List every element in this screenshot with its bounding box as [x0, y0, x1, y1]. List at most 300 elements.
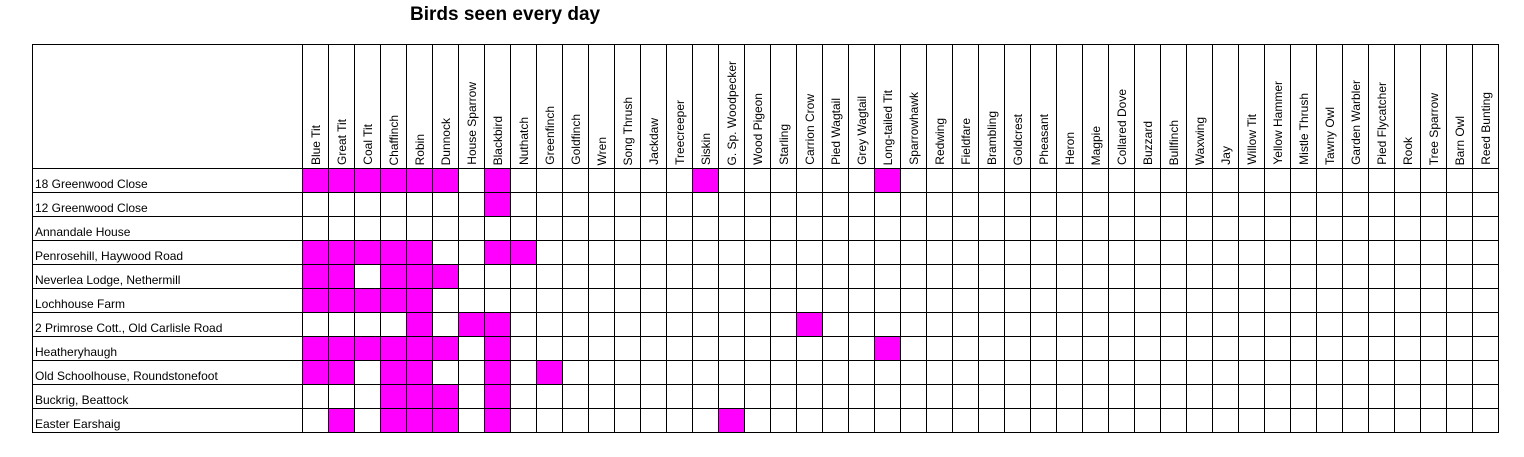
sighting-cell-empty	[823, 217, 849, 241]
column-header-label: Garden Warbler	[1348, 80, 1363, 165]
column-header	[433, 45, 459, 169]
sighting-cell-empty	[927, 241, 953, 265]
sighting-cell-empty	[1239, 313, 1265, 337]
sighting-cell-empty	[589, 409, 615, 433]
sighting-cell-empty	[1213, 169, 1239, 193]
sighting-cell-seen	[433, 385, 459, 409]
column-header	[927, 45, 953, 169]
sighting-cell-empty	[849, 361, 875, 385]
sighting-cell-empty	[1239, 241, 1265, 265]
sighting-cell-empty	[875, 241, 901, 265]
sighting-cell-empty	[1447, 169, 1473, 193]
sighting-cell-empty	[1473, 289, 1499, 313]
sighting-cell-empty	[901, 313, 927, 337]
column-header	[641, 45, 667, 169]
sighting-cell-empty	[979, 265, 1005, 289]
sighting-cell-empty	[667, 193, 693, 217]
column-header	[1343, 45, 1369, 169]
sighting-cell-empty	[1161, 169, 1187, 193]
column-header-label: Willow Tit	[1244, 114, 1259, 165]
sighting-cell-empty	[641, 361, 667, 385]
sighting-cell-empty	[537, 385, 563, 409]
sighting-cell-empty	[1057, 217, 1083, 241]
sighting-cell-empty	[823, 409, 849, 433]
sighting-cell-empty	[979, 193, 1005, 217]
sighting-cell-empty	[979, 169, 1005, 193]
sighting-cell-empty	[1265, 265, 1291, 289]
sighting-cell-empty	[459, 217, 485, 241]
sighting-cell-empty	[1447, 193, 1473, 217]
column-header	[693, 45, 719, 169]
sighting-cell-seen	[329, 409, 355, 433]
sighting-cell-empty	[1083, 289, 1109, 313]
sighting-cell-empty	[355, 265, 381, 289]
sighting-cell-empty	[901, 217, 927, 241]
sighting-cell-empty	[771, 361, 797, 385]
sighting-cell-seen	[407, 409, 433, 433]
sighting-cell-seen	[381, 409, 407, 433]
column-header-label: Magpie	[1088, 125, 1103, 165]
sighting-cell-empty	[875, 313, 901, 337]
sighting-cell-empty	[719, 217, 745, 241]
sighting-cell-empty	[1109, 289, 1135, 313]
sighting-cell-empty	[1239, 337, 1265, 361]
sighting-cell-empty	[693, 385, 719, 409]
sighting-cell-empty	[615, 289, 641, 313]
sighting-cell-empty	[407, 217, 433, 241]
sighting-cell-empty	[1421, 289, 1447, 313]
column-header-label: G. Sp. Woodpecker	[724, 60, 739, 165]
sighting-cell-empty	[1213, 409, 1239, 433]
sighting-cell-empty	[1109, 169, 1135, 193]
sighting-cell-empty	[667, 241, 693, 265]
column-header	[459, 45, 485, 169]
sighting-cell-seen	[355, 337, 381, 361]
sighting-cell-empty	[1213, 265, 1239, 289]
sighting-cell-empty	[745, 265, 771, 289]
sighting-cell-empty	[1421, 385, 1447, 409]
sighting-cell-empty	[1473, 361, 1499, 385]
sighting-cell-empty	[459, 265, 485, 289]
column-header-label: Mistle Thrush	[1296, 93, 1311, 165]
sighting-cell-empty	[641, 337, 667, 361]
column-header	[1083, 45, 1109, 169]
column-header-label: Song Thrush	[620, 96, 635, 165]
sighting-cell-seen	[407, 361, 433, 385]
sighting-cell-empty	[901, 337, 927, 361]
sighting-cell-seen	[381, 289, 407, 313]
column-header	[407, 45, 433, 169]
sighting-cell-empty	[693, 289, 719, 313]
column-header	[875, 45, 901, 169]
sighting-cell-empty	[823, 169, 849, 193]
sighting-cell-seen	[407, 385, 433, 409]
sighting-cell-empty	[1369, 169, 1395, 193]
column-header-label: Pheasant	[1036, 114, 1051, 165]
sighting-cell-empty	[1421, 193, 1447, 217]
row-label: Penrosehill, Haywood Road	[33, 241, 303, 265]
sighting-cell-empty	[1291, 241, 1317, 265]
column-header	[1031, 45, 1057, 169]
sighting-cell-empty	[1135, 265, 1161, 289]
sighting-cell-empty	[797, 289, 823, 313]
sighting-cell-empty	[1369, 193, 1395, 217]
sighting-cell-empty	[355, 217, 381, 241]
column-header	[823, 45, 849, 169]
sighting-cell-empty	[1317, 217, 1343, 241]
sighting-cell-empty	[823, 241, 849, 265]
sighting-cell-empty	[1135, 169, 1161, 193]
sighting-cell-seen	[303, 169, 329, 193]
sighting-cell-empty	[849, 169, 875, 193]
sighting-cell-seen	[407, 169, 433, 193]
sighting-cell-seen	[485, 409, 511, 433]
column-header	[1135, 45, 1161, 169]
sighting-cell-empty	[1083, 217, 1109, 241]
sighting-cell-empty	[1109, 217, 1135, 241]
sighting-cell-empty	[1005, 337, 1031, 361]
column-header	[1161, 45, 1187, 169]
column-header	[537, 45, 563, 169]
sighting-cell-empty	[1239, 289, 1265, 313]
sighting-cell-empty	[901, 361, 927, 385]
sighting-cell-empty	[303, 385, 329, 409]
sighting-cell-empty	[797, 241, 823, 265]
sighting-cell-seen	[303, 241, 329, 265]
sighting-cell-empty	[563, 361, 589, 385]
sighting-cell-empty	[641, 193, 667, 217]
sighting-cell-empty	[875, 217, 901, 241]
sighting-cell-empty	[1369, 241, 1395, 265]
sighting-cell-empty	[1265, 289, 1291, 313]
sighting-cell-empty	[1031, 217, 1057, 241]
sighting-cell-empty	[979, 337, 1005, 361]
sighting-cell-seen	[407, 313, 433, 337]
sighting-cell-empty	[797, 337, 823, 361]
sighting-cell-empty	[1187, 289, 1213, 313]
sighting-cell-empty	[771, 385, 797, 409]
sighting-cell-empty	[797, 385, 823, 409]
column-header-label: Greenfinch	[542, 106, 557, 165]
sighting-cell-empty	[563, 313, 589, 337]
sighting-cell-empty	[1343, 217, 1369, 241]
row-label: Annandale House	[33, 217, 303, 241]
sighting-cell-empty	[511, 217, 537, 241]
sighting-cell-empty	[1343, 169, 1369, 193]
sighting-cell-empty	[745, 409, 771, 433]
sighting-cell-seen	[797, 313, 823, 337]
sighting-cell-empty	[953, 409, 979, 433]
sighting-cell-seen	[693, 169, 719, 193]
sighting-cell-empty	[745, 385, 771, 409]
sighting-cell-empty	[1031, 337, 1057, 361]
column-header-label: Robin	[412, 133, 427, 165]
column-header-label: Tree Sparrow	[1426, 92, 1441, 165]
sighting-cell-empty	[537, 193, 563, 217]
sighting-cell-empty	[537, 409, 563, 433]
sighting-cell-seen	[381, 265, 407, 289]
sighting-cell-seen	[433, 409, 459, 433]
sighting-cell-empty	[459, 361, 485, 385]
sighting-cell-seen	[303, 337, 329, 361]
sighting-cell-seen	[381, 337, 407, 361]
sighting-cell-empty	[1291, 313, 1317, 337]
column-header-label: Wren	[594, 136, 609, 165]
sighting-cell-empty	[927, 169, 953, 193]
sighting-cell-empty	[1057, 289, 1083, 313]
sighting-cell-empty	[563, 385, 589, 409]
sighting-cell-empty	[953, 337, 979, 361]
column-header-label: Rook	[1400, 136, 1415, 165]
sighting-cell-empty	[875, 193, 901, 217]
sighting-cell-empty	[1083, 361, 1109, 385]
sighting-cell-seen	[537, 361, 563, 385]
column-header	[1447, 45, 1473, 169]
sighting-cell-empty	[1343, 265, 1369, 289]
sighting-cell-empty	[875, 289, 901, 313]
sighting-cell-empty	[771, 241, 797, 265]
row-label: Lochhouse Farm	[33, 289, 303, 313]
sighting-cell-empty	[589, 241, 615, 265]
sighting-cell-empty	[1369, 217, 1395, 241]
column-header	[1473, 45, 1499, 169]
sighting-cell-empty	[667, 313, 693, 337]
sighting-cell-empty	[1421, 265, 1447, 289]
sighting-cell-empty	[641, 409, 667, 433]
sighting-cell-seen	[381, 361, 407, 385]
row-label: Easter Earshaig	[33, 409, 303, 433]
column-header-label: Goldcrest	[1010, 113, 1025, 165]
sighting-cell-empty	[1187, 409, 1213, 433]
sighting-cell-empty	[1291, 361, 1317, 385]
sighting-cell-empty	[1161, 409, 1187, 433]
sighting-cell-empty	[797, 193, 823, 217]
sighting-cell-empty	[1109, 193, 1135, 217]
sighting-cell-empty	[1265, 313, 1291, 337]
sighting-cell-empty	[1031, 409, 1057, 433]
sighting-cell-empty	[1083, 193, 1109, 217]
sighting-cell-empty	[1005, 217, 1031, 241]
sighting-cell-empty	[1057, 361, 1083, 385]
sighting-cell-empty	[355, 313, 381, 337]
sighting-cell-empty	[667, 169, 693, 193]
table-row	[33, 313, 1499, 337]
sighting-cell-empty	[1083, 241, 1109, 265]
sighting-cell-empty	[1135, 361, 1161, 385]
sighting-cell-empty	[1421, 361, 1447, 385]
sighting-cell-empty	[1239, 265, 1265, 289]
sighting-cell-empty	[641, 385, 667, 409]
sighting-cell-empty	[693, 337, 719, 361]
sighting-cell-empty	[1005, 265, 1031, 289]
sighting-cell-empty	[1057, 313, 1083, 337]
sighting-cell-empty	[1187, 337, 1213, 361]
sighting-cell-empty	[615, 385, 641, 409]
sighting-cell-seen	[433, 265, 459, 289]
sighting-cell-empty	[797, 265, 823, 289]
column-header-label: Pied Wagtail	[828, 98, 843, 165]
sighting-cell-seen	[329, 265, 355, 289]
sighting-cell-empty	[927, 361, 953, 385]
sighting-cell-empty	[1317, 385, 1343, 409]
sighting-cell-empty	[771, 265, 797, 289]
column-header-label: House Sparrow	[464, 82, 479, 165]
sighting-cell-empty	[485, 289, 511, 313]
sighting-cell-empty	[381, 313, 407, 337]
sighting-cell-empty	[1057, 409, 1083, 433]
sighting-cell-empty	[1291, 385, 1317, 409]
column-header	[901, 45, 927, 169]
column-header-label: Yellow Hammer	[1270, 81, 1285, 165]
sighting-cell-empty	[1135, 289, 1161, 313]
sighting-cell-empty	[849, 409, 875, 433]
column-header	[589, 45, 615, 169]
column-header	[1369, 45, 1395, 169]
sighting-cell-empty	[511, 169, 537, 193]
sighting-cell-empty	[979, 409, 1005, 433]
column-header-label: Treecreeper	[672, 100, 687, 165]
sighting-cell-seen	[407, 289, 433, 313]
sighting-cell-empty	[875, 385, 901, 409]
sighting-cell-empty	[641, 217, 667, 241]
sighting-cell-empty	[693, 361, 719, 385]
sighting-cell-empty	[1395, 337, 1421, 361]
table-row	[33, 409, 1499, 433]
column-header	[1187, 45, 1213, 169]
sighting-cell-empty	[563, 409, 589, 433]
sighting-cell-seen	[511, 241, 537, 265]
sighting-cell-empty	[771, 169, 797, 193]
sighting-cell-empty	[745, 193, 771, 217]
sighting-cell-empty	[1135, 193, 1161, 217]
sighting-cell-empty	[1395, 217, 1421, 241]
sighting-cell-empty	[1447, 385, 1473, 409]
sighting-cell-empty	[563, 193, 589, 217]
sighting-cell-empty	[589, 337, 615, 361]
sighting-cell-empty	[1395, 361, 1421, 385]
sighting-cell-empty	[563, 337, 589, 361]
column-header-label: Fieldfare	[958, 118, 973, 165]
sighting-cell-empty	[1239, 193, 1265, 217]
sighting-cell-empty	[1317, 169, 1343, 193]
column-header	[1213, 45, 1239, 169]
sighting-cell-empty	[1421, 409, 1447, 433]
sighting-cell-empty	[355, 361, 381, 385]
sighting-cell-empty	[1109, 265, 1135, 289]
sighting-cell-seen	[329, 289, 355, 313]
row-label: Buckrig, Beattock	[33, 385, 303, 409]
column-header-label: Grey Wagtail	[854, 96, 869, 165]
sighting-cell-empty	[1369, 265, 1395, 289]
sighting-cell-empty	[667, 265, 693, 289]
sighting-cell-empty	[485, 217, 511, 241]
sighting-cell-empty	[1135, 313, 1161, 337]
sighting-cell-empty	[1161, 265, 1187, 289]
sighting-cell-empty	[537, 337, 563, 361]
sighting-cell-empty	[563, 241, 589, 265]
sighting-cell-empty	[1213, 193, 1239, 217]
column-header-label: Blackbird	[490, 115, 505, 165]
sighting-cell-empty	[1135, 241, 1161, 265]
sighting-cell-empty	[771, 217, 797, 241]
sighting-cell-empty	[1213, 361, 1239, 385]
sighting-cell-empty	[1395, 241, 1421, 265]
sighting-cell-empty	[537, 217, 563, 241]
sighting-cell-seen	[485, 337, 511, 361]
sighting-cell-seen	[485, 385, 511, 409]
sighting-cell-empty	[1135, 337, 1161, 361]
column-header	[485, 45, 511, 169]
sighting-cell-empty	[563, 265, 589, 289]
sighting-cell-empty	[1031, 169, 1057, 193]
row-label: Old Schoolhouse, Roundstonefoot	[33, 361, 303, 385]
sighting-cell-empty	[615, 337, 641, 361]
sighting-cell-empty	[1291, 409, 1317, 433]
sighting-cell-empty	[459, 289, 485, 313]
sighting-cell-empty	[1083, 265, 1109, 289]
sighting-cell-empty	[1291, 217, 1317, 241]
column-header	[303, 45, 329, 169]
column-header	[667, 45, 693, 169]
sighting-cell-empty	[1343, 361, 1369, 385]
sighting-cell-empty	[615, 217, 641, 241]
sighting-cell-empty	[953, 289, 979, 313]
row-label: 18 Greenwood Close	[33, 169, 303, 193]
sighting-cell-empty	[1291, 265, 1317, 289]
sighting-cell-empty	[953, 193, 979, 217]
column-header	[849, 45, 875, 169]
sighting-cell-empty	[771, 337, 797, 361]
sighting-cell-empty	[1187, 193, 1213, 217]
sighting-cell-empty	[667, 217, 693, 241]
sighting-cell-empty	[511, 265, 537, 289]
sighting-cell-empty	[1447, 409, 1473, 433]
sighting-cell-empty	[771, 409, 797, 433]
sighting-cell-empty	[589, 217, 615, 241]
sighting-cell-empty	[615, 169, 641, 193]
sighting-cell-empty	[901, 385, 927, 409]
column-header-label: Buzzard	[1140, 120, 1155, 165]
sighting-cell-seen	[407, 265, 433, 289]
sighting-cell-empty	[1395, 289, 1421, 313]
table-body	[33, 169, 1499, 433]
sighting-cell-seen	[329, 337, 355, 361]
sighting-cell-seen	[329, 241, 355, 265]
sighting-cell-empty	[667, 337, 693, 361]
sighting-cell-empty	[615, 241, 641, 265]
sighting-cell-empty	[693, 409, 719, 433]
sighting-cell-empty	[355, 193, 381, 217]
sighting-cell-empty	[719, 265, 745, 289]
row-label: Heatheryhaugh	[33, 337, 303, 361]
sighting-cell-empty	[1213, 217, 1239, 241]
sighting-cell-empty	[1005, 385, 1031, 409]
sighting-cell-empty	[511, 313, 537, 337]
sighting-cell-seen	[381, 169, 407, 193]
sighting-cell-empty	[1473, 217, 1499, 241]
sighting-cell-empty	[927, 409, 953, 433]
sighting-cell-empty	[719, 313, 745, 337]
sighting-cell-empty	[953, 217, 979, 241]
sighting-cell-empty	[641, 169, 667, 193]
column-header-label: Great Tit	[334, 118, 349, 165]
sighting-cell-empty	[1239, 169, 1265, 193]
sighting-cell-empty	[329, 193, 355, 217]
sighting-cell-empty	[1291, 169, 1317, 193]
sighting-cell-empty	[1083, 169, 1109, 193]
column-header	[1109, 45, 1135, 169]
sighting-cell-empty	[563, 289, 589, 313]
